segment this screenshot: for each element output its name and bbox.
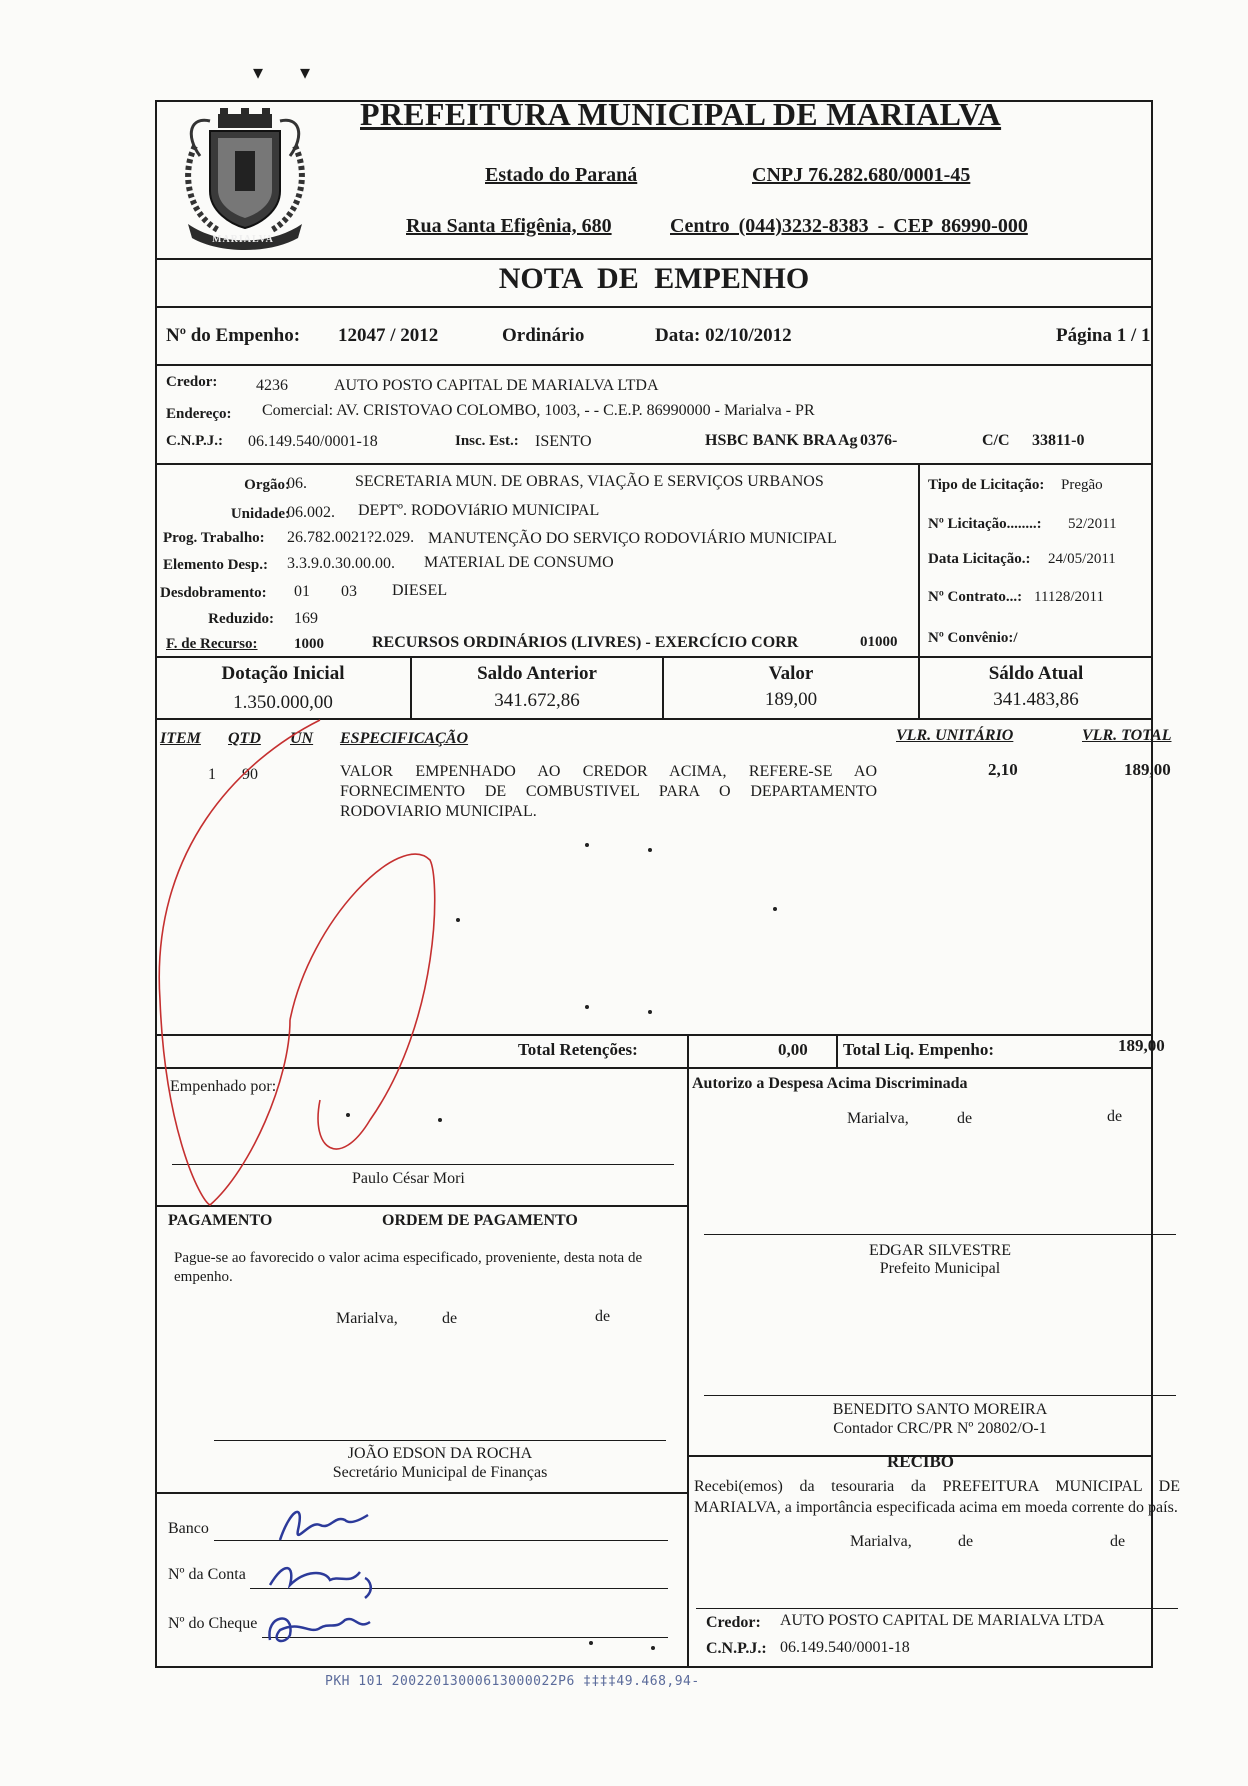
desdobramento-label: Desdobramento: [160, 585, 267, 601]
agency-label: Ag [838, 432, 858, 449]
orgao-label: Orgão: [244, 477, 290, 493]
pagamento-place: Marialva, [336, 1310, 398, 1327]
empenho-type: Ordinário [502, 325, 585, 346]
recibo-de-1: de [958, 1533, 974, 1550]
dotacao-label: Dotação Inicial [221, 663, 345, 684]
cheque-label: Nº do Cheque [168, 1615, 258, 1632]
empenhado-label: Empenhado por: [170, 1078, 277, 1095]
reduzido-code: 169 [294, 610, 318, 627]
unidade-label: Unidade: [230, 506, 290, 522]
saldo-anterior-value: 341.672,86 [494, 690, 580, 711]
elemento-label: Elemento Desp.: [163, 557, 268, 573]
tipo-licitacao-label: Tipo de Licitação: [928, 477, 1045, 493]
row-unit-price: 2,10 [988, 760, 1018, 779]
secretario-role: Secretário Municipal de Finanças [332, 1464, 548, 1481]
items-header-un: UN [290, 730, 314, 747]
recibo-de-2: de [1110, 1533, 1126, 1550]
pagamento-text: Pague-se ao favorecido o valor acima especificado, proveniente, desta nota de empenho. [174, 1250, 643, 1285]
credor-cnpj: 06.149.540/0001-18 [248, 433, 378, 450]
elemento-name: MATERIAL DE CONSUMO [424, 554, 614, 571]
desdobramento-1: 01 [294, 583, 310, 600]
recibo-credor-label: Credor: [706, 1614, 761, 1631]
municipal-cnpj: CNPJ 76.282.680/0001-45 [752, 164, 971, 186]
licitacao-number: 52/2011 [1068, 516, 1117, 532]
contrato-number: 11128/2011 [1034, 589, 1104, 605]
fonte-label: F. de Recurso: [166, 636, 258, 652]
secretario-name: JOÃO EDSON DA ROCHA [347, 1445, 533, 1462]
credor-label: Credor: [166, 374, 218, 390]
municipal-contact: Centro (044)3232-8383 - CEP 86990-000 [670, 215, 1028, 237]
account-number: 33811-0 [1032, 432, 1085, 449]
saldo-anterior-label: Saldo Anterior [477, 663, 597, 684]
account-label: C/C [982, 432, 1010, 449]
agency-number: 0376- [860, 432, 898, 449]
credor-name: AUTO POSTO CAPITAL DE MARIALVA LTDA [334, 377, 659, 394]
licitacao-number-label: Nº Licitação........: [928, 516, 1042, 532]
items-header-total: VLR. TOTAL [1082, 727, 1172, 744]
empenhado-name: Paulo César Mori [352, 1170, 465, 1187]
footer-code: PKH 101 20022013000613000022P6 ‡‡‡‡49.468,94- [325, 1674, 700, 1689]
red-pen-loop [140, 700, 460, 1220]
credor-address: Comercial: AV. CRISTOVAO COLOMBO, 1003, - - C.E.P. 86990000 - Marialva - PR [262, 402, 815, 419]
contador-role: Contador CRC/PR Nº 20802/O-1 [833, 1420, 1047, 1437]
fonte-name: RECURSOS ORDINÁRIOS (LIVRES) - EXERCÍCIO CORR [372, 634, 799, 651]
pagamento-de-2: de [595, 1308, 611, 1325]
desdobramento-2: 03 [341, 583, 357, 600]
items-header-unit-price: VLR. UNITÁRIO [896, 727, 1014, 744]
page-title: PREFEITURA MUNICIPAL DE MARIALVA [360, 96, 1002, 132]
row-spec: VALOR EMPENHADO AO CREDOR ACIMA, REFERE-SE AO FORNECIMENTO DE COMBUSTIVEL PARA O DEPARTAMENTO RODOVIARIO MUNICIPAL. [340, 763, 877, 820]
orgao-name: SECRETARIA MUN. DE OBRAS, VIAÇÃO E SERVIÇOS URBANOS [355, 473, 824, 490]
saldo-atual-label: Sáldo Atual [988, 663, 1084, 684]
crest-banner-text: MARIALVA [212, 234, 274, 245]
recibo-cnpj-label: C.N.P.J.: [706, 1640, 767, 1657]
state-name: Estado do Paraná [485, 164, 638, 186]
licitacao-date-label: Data Licitação.: [928, 551, 1031, 567]
prefeito-name: EDGAR SILVESTRE [868, 1242, 1012, 1259]
retencoes-label: Total Retenções: [518, 1040, 638, 1059]
address-label: Endereço: [166, 406, 232, 422]
items-header-qtd: QTD [228, 730, 261, 747]
prog-code: 26.782.0021?2.029. [287, 529, 415, 546]
total-liquido-label: Total Liq. Empenho: [843, 1040, 994, 1059]
fonte-number: 01000 [860, 634, 898, 650]
autorizo-title: Autorizo a Despesa Acima Discriminada [692, 1075, 968, 1092]
municipal-crest [180, 106, 310, 256]
reduzido-label: Reduzido: [208, 611, 274, 627]
recibo-title: RECIBO [886, 1452, 955, 1471]
desdobramento-name: DIESEL [392, 582, 448, 599]
insc-est-value: ISENTO [535, 433, 592, 450]
autorizo-de-1: de [957, 1110, 973, 1127]
tipo-licitacao: Pregão [1061, 477, 1103, 493]
valor-label: Valor [768, 663, 814, 684]
items-header-item: ITEM [160, 730, 201, 747]
scan-mark: ▾ [300, 62, 311, 84]
unidade-code: 06.002. [287, 504, 335, 521]
credor-code: 4236 [256, 377, 288, 394]
orgao-code: 06. [287, 475, 307, 492]
insc-est-label: Insc. Est.: [455, 433, 519, 449]
recibo-text: Recebi(emos) da tesouraria da PREFEITURA MUNICIPAL DE MARIALVA, a importância especificada acima em moeda corrente do país. [694, 1478, 1180, 1516]
unidade-name: DEPTº. RODOVIáRIO MUNICIPAL [358, 502, 600, 519]
contrato-label: Nº Contrato...: [928, 589, 1023, 605]
recibo-cnpj: 06.149.540/0001-18 [780, 1639, 910, 1656]
recibo-credor-name: AUTO POSTO CAPITAL DE MARIALVA LTDA [780, 1612, 1105, 1629]
credor-cnpj-label: C.N.P.J.: [166, 433, 223, 449]
row-total: 189,00 [1124, 760, 1171, 779]
pagamento-label: PAGAMENTO [168, 1212, 273, 1229]
bank-name: HSBC BANK BRA [705, 432, 837, 449]
fonte-code: 1000 [294, 636, 324, 652]
prog-label: Prog. Trabalho: [163, 530, 265, 546]
municipal-address: Rua Santa Efigênia, 680 [406, 215, 612, 237]
empenho-date: Data: 02/10/2012 [655, 325, 792, 346]
total-liquido-value: 189,00 [1118, 1036, 1165, 1055]
empenho-number-label: Nº do Empenho: [166, 325, 301, 346]
licitacao-date: 24/05/2011 [1048, 551, 1116, 567]
document-title: NOTA DE EMPENHO [498, 262, 810, 295]
empenho-number: 12047 / 2012 [338, 325, 439, 346]
handwriting-annotations [250, 1490, 450, 1660]
saldo-atual-value: 341.483,86 [993, 689, 1079, 710]
page-number: Página 1 / 1 [1056, 325, 1151, 346]
banco-label: Banco [168, 1520, 209, 1537]
autorizo-de-2: de [1107, 1108, 1123, 1125]
valor-value: 189,00 [764, 689, 818, 710]
autorizo-place: Marialva, [847, 1110, 909, 1127]
recibo-place: Marialva, [850, 1533, 912, 1550]
prefeito-role: Prefeito Municipal [879, 1260, 1001, 1277]
dotacao-value: 1.350.000,00 [233, 692, 333, 713]
elemento-code: 3.3.9.0.30.00.00. [287, 555, 395, 572]
convenio-label: Nº Convênio:/ [928, 630, 1018, 646]
scan-mark: ▾ [253, 62, 264, 84]
pagamento-de-1: de [442, 1310, 458, 1327]
ordem-pagamento-title: ORDEM DE PAGAMENTO [382, 1212, 578, 1229]
retencoes-value: 0,00 [778, 1040, 808, 1059]
contador-name: BENEDITO SANTO MOREIRA [832, 1401, 1048, 1418]
prog-name: MANUTENÇÃO DO SERVIÇO RODOVIÁRIO MUNICIPAL [428, 530, 837, 547]
items-header-spec: ESPECIFICAÇÃO [340, 730, 469, 747]
conta-label: Nº da Conta [168, 1566, 246, 1583]
row-qtd: 90 [242, 766, 258, 783]
row-item: 1 [208, 766, 216, 783]
